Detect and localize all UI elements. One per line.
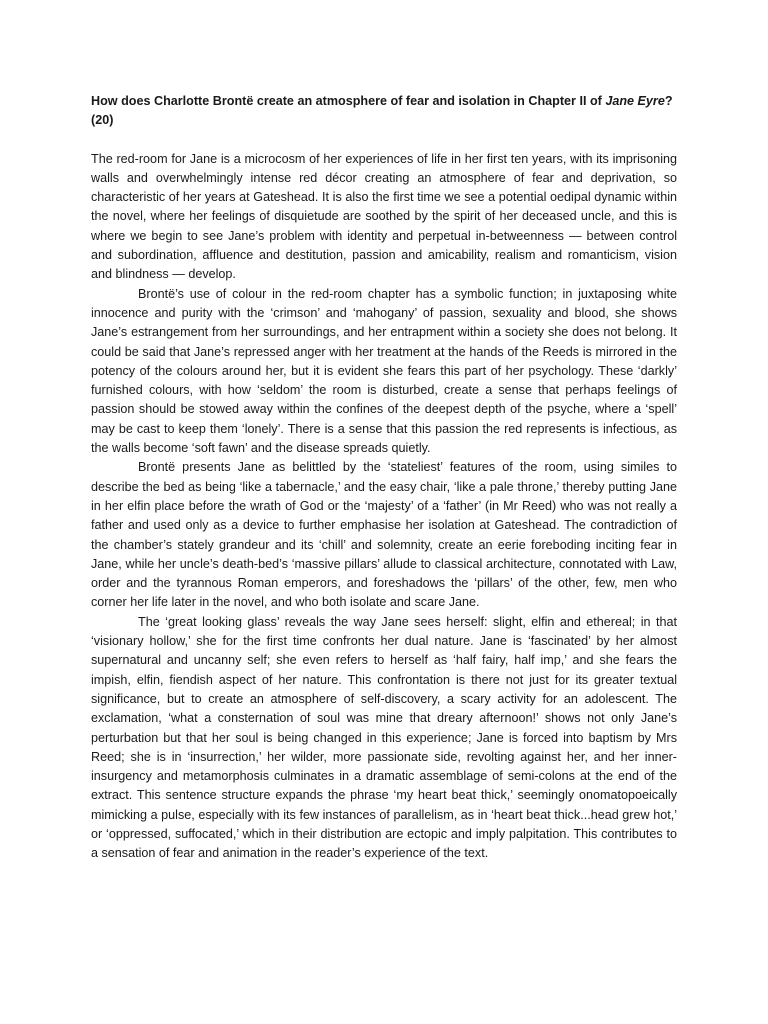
heading-title-italic: Jane Eyre	[605, 94, 665, 108]
heading-text: How does Charlotte Brontë create an atmosphere of fear and isolation in Chapter II of	[91, 94, 606, 108]
paragraph-4: The ‘great looking glass’ reveals the way Jane sees herself: slight, elfin and ethereal; in that ‘visionary hollow,’ she for the first time confronts her dual nature. Jane is ‘fascinated’ by her almost supernatural and uncanny self; she even refers to herself as ‘half fairy, half imp,’ and she fears the impish, elfin, fiendish aspect of her nature. This confrontation is there not just for its greater textual significance, but to create an atmosphere of self-discovery, a scary activity for an adolescent. The exclamation, ‘what a consternation of soul was mine that dreary afternoon!’ shows not only Jane’s perturbation but that her soul is being changed in this experience; Jane is forced into baptism by Mrs Reed; she is in ‘insurrection,’ her wilder, more passionate side, revolting against her, and her inner-insurgency and metamorphosis culminates in a dramatic assemblage of semi-colons at the end of the extract. This sentence structure expands the phrase ‘my heart beat thick,’ seemingly onomatopoeically mimicking a pulse, especially with its few instances of parallelism, as in ‘heart beat thick...head grew hot,’ or ‘oppressed, suffocated,’ which in their distribution are ectopic and imply palpitation. This contributes to a sensation of fear and animation in the reader’s experience of the text.	[91, 614, 677, 861]
essay-question-heading	[91, 92, 677, 131]
paragraph-1: The red-room for Jane is a microcosm of her experiences of life in her first ten years, with its imprisoning walls and overwhelmingly intense red décor creating an atmosphere of fear and deprivation, so characteristic of her years at Gateshead. It is also the first time we see a potential oedipal dynamic within the novel, where her feelings of disquietude are soothed by the spirit of her deceased uncle, and this is where we begin to see Jane’s problem with identity and perpetual in-betweenness — between control and subordination, affluence and destitution, passion and amicability, realism and romanticism, vision and blindness — develop.	[91, 151, 677, 282]
paragraph-2: Brontë’s use of colour in the red-room chapter has a symbolic function; in juxtaposing white innocence and purity with the ‘crimson’ and ‘mahogany’ of passion, sexuality and blood, she shows Jane’s estrangement from her surroundings, and her entrapment within a society she does not belong. It could be said that Jane’s repressed anger with her treatment at the hands of the Reeds is mirrored in the potency of the colours around her, but it is evident she fears this part of her psychology. These ‘darkly’ furnished colours, with how ‘seldom’ the room is disturbed, create a sense that perhaps feelings of passion should be stowed away within the confines of the deepest depth of the psyche, where a ‘spell’ may be cast to keep them ‘lonely’. There is a sense that this passion the red represents is infectious, as the walls become ‘soft fawn’ and the disease spreads quietly.	[91, 286, 677, 456]
document-page	[91, 92, 677, 864]
heading-marks: ? (20)	[91, 94, 673, 128]
paragraph-3: Brontë presents Jane as belittled by the ‘stateliest’ features of the room, using similes to describe the bed as being ‘like a tabernacle,’ and the easy chair, ‘like a pale throne,’ thereby putting Jane in her elfin place before the wrath of God or the ‘majesty’ of a ‘father’ (in Mr Reed) who was not really a father and used only as a device to further emphasise her isolation at Gateshead. The contradiction of the chamber’s stately grandeur and its ‘chill’ and solemnity, create an eerie foreboding inciting fear in Jane, while her uncle’s death-bed’s ‘massive pillars’ allude to classical architecture, connotated with Law, order and the tyrannous Roman emperors, and foreshadows the ‘pillars’ of the other, few, men who corner her life later in the novel, and who both isolate and scare Jane.	[91, 460, 677, 610]
